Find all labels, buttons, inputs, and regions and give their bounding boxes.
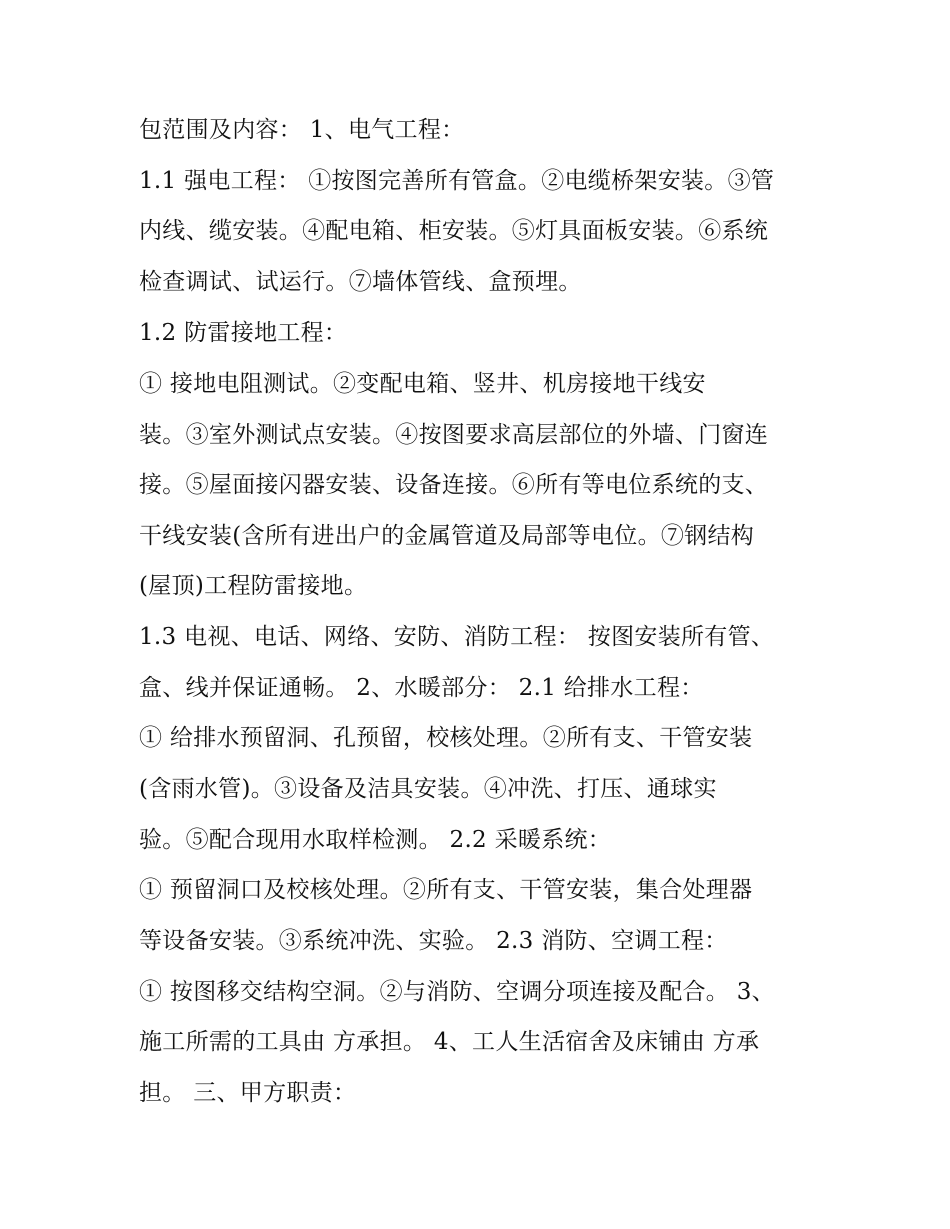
text-line: 检查调试、试运行。⑦墙体管线、盒预埋。 — [139, 269, 582, 295]
text-line: ① 给排水预留洞、孔预留，校核处理。②所有支、干管安装 — [139, 725, 753, 751]
text-line: 担。 三、甲方职责： — [139, 1080, 357, 1106]
text-line: 内线、缆安装。④配电箱、柜安装。⑤灯具面板安装。⑥系统 — [139, 218, 769, 244]
text-line: ① 按图移交结构空洞。②与消防、空调分项连接及配合。 3、 — [139, 979, 775, 1005]
text-line: 盒、线并保证通畅。 2、水暖部分： 2.1 给排水工程： — [139, 675, 704, 701]
text-line: 干线安装(含所有进出户的金属管道及局部等电位。⑦钢结构 — [139, 523, 755, 549]
text-line: ① 预留洞口及校核处理。②所有支、干管安装，集合处理器 — [139, 877, 753, 903]
text-line: 1.1 强电工程： ①按图完善所有管盒。②电缆桥架安装。③管 — [139, 168, 775, 194]
text-line: (含雨水管)。③设备及洁具安装。④冲洗、打压、通球实 — [139, 776, 717, 802]
text-line: 接。⑤屋面接闪器安装、设备连接。⑥所有等电位系统的支、 — [139, 472, 769, 498]
text-line: 装。③室外测试点安装。④按图要求高层部位的外墙、门窗连 — [139, 422, 769, 448]
text-line: 1.3 电视、电话、网络、安防、消防工程： 按图安装所有管、 — [139, 624, 775, 650]
text-line: 验。⑤配合现用水取样检测。 2.2 采暖系统： — [139, 827, 612, 853]
text-line: 包范围及内容： 1、电气工程： — [139, 117, 465, 143]
text-line: 施工所需的工具由 方承担。 4、工人生活宿舍及床铺由 方承 — [139, 1029, 760, 1055]
text-line: 等设备安装。③系统冲洗、实验。 2.3 消防、空调工程： — [139, 928, 728, 954]
text-line: 1.2 防雷接地工程： — [139, 320, 348, 346]
text-line: (屋顶)工程防雷接地。 — [139, 573, 368, 599]
text-line: ① 接地电阻测试。②变配电箱、竖井、机房接地干线安 — [139, 371, 706, 397]
